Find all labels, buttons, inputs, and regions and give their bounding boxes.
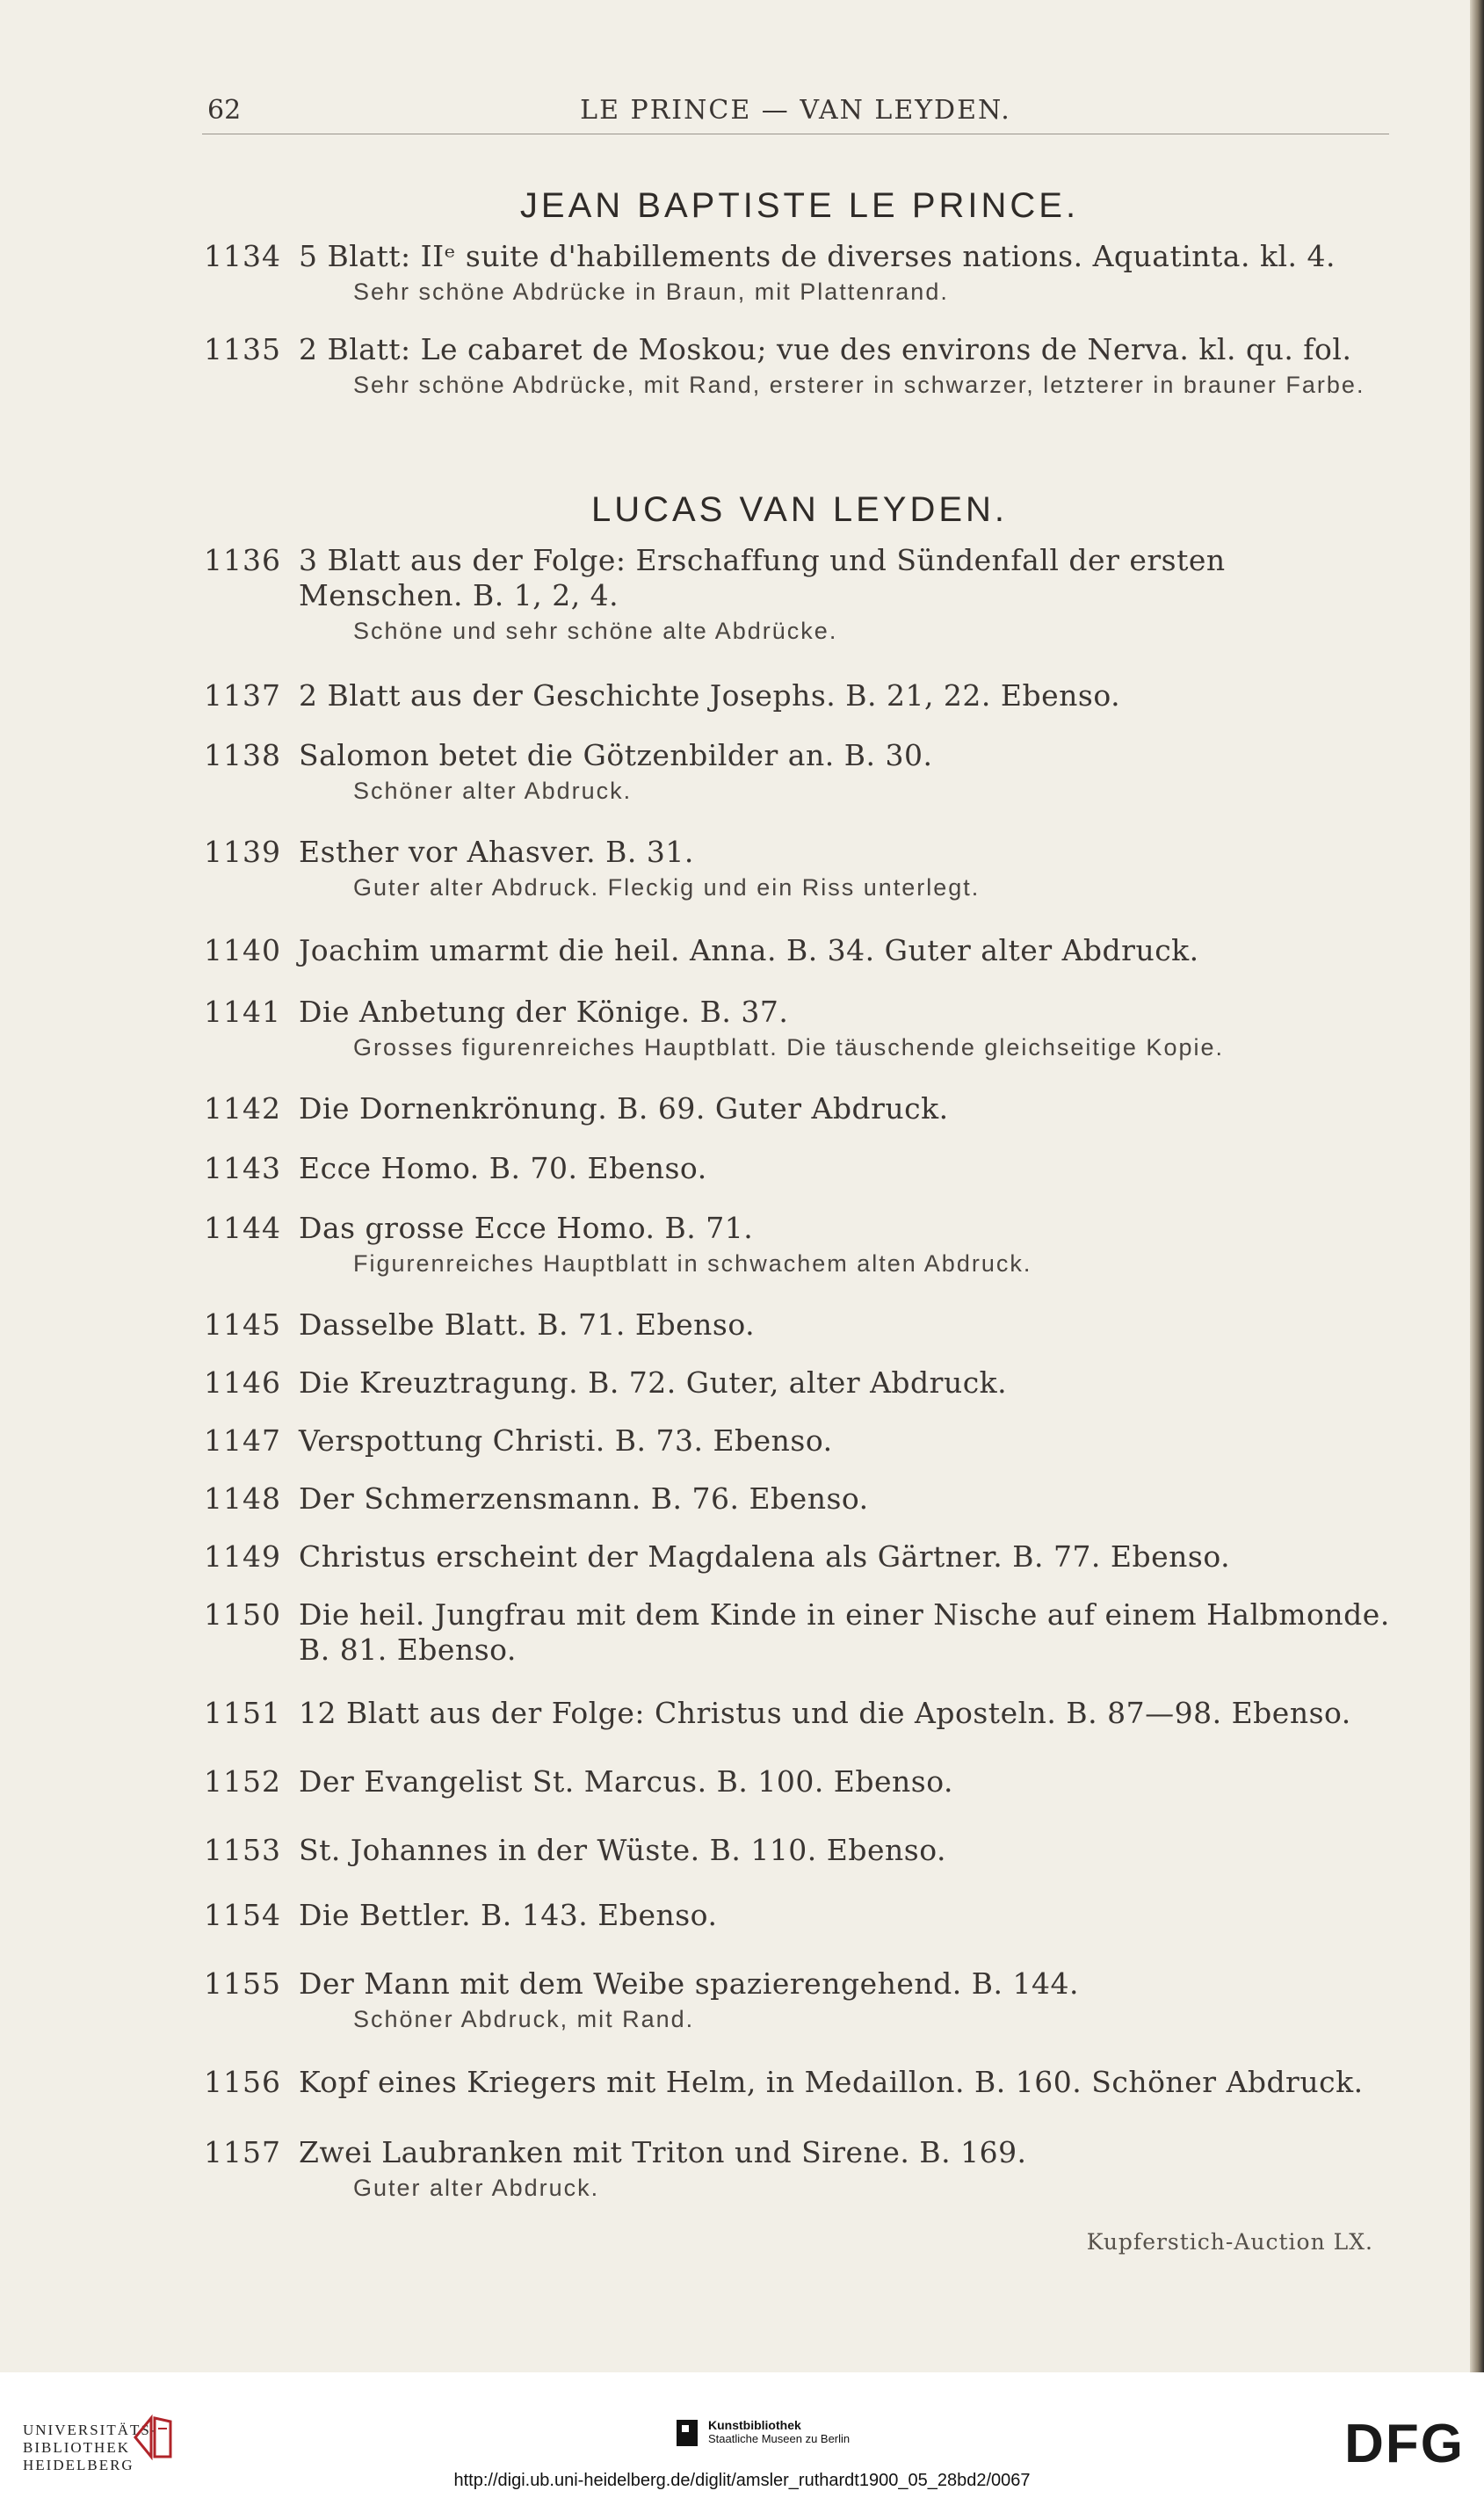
dfg-logo: DFG <box>1344 2414 1465 2474</box>
catalog-entry <box>204 1597 1390 1668</box>
catalog-entry <box>204 1966 1390 2035</box>
lot-title: St. Johannes in der Wüste. B. 110. Ebenso. <box>299 1833 946 1867</box>
lot-number: 1146 <box>204 1365 281 1400</box>
permalink-url[interactable]: http://digi.ub.uni-heidelberg.de/diglit/amsler_ruthardt1900_05_28bd2/0067 <box>453 2471 1031 2490</box>
catalog-entry <box>204 1423 1390 1459</box>
lot-title: Der Evangelist St. Marcus. B. 100. Ebenso. <box>299 1764 954 1799</box>
catalog-entry <box>204 239 1390 308</box>
lot-title: Die heil. Jungfrau mit dem Kinde in einer Nische auf einem Halbmonde. B. 81. Ebenso. <box>299 1597 1390 1667</box>
lot-number: 1137 <box>204 678 281 713</box>
kunstbibliothek-title: Kunstbibliothek <box>708 2418 801 2432</box>
lot-title: Der Schmerzensmann. B. 76. Ebenso. <box>299 1481 869 1516</box>
catalog-entry <box>204 1151 1390 1186</box>
lot-number: 1150 <box>204 1597 281 1632</box>
catalog-entry <box>204 1833 1390 1868</box>
library-line: UNIVERSITÄTS- <box>23 2422 158 2438</box>
page-spine-shadow <box>1470 0 1484 2372</box>
catalog-entry <box>204 2135 1390 2204</box>
catalog-entry <box>204 738 1390 807</box>
lot-number: 1152 <box>204 1764 281 1799</box>
heidelberg-library-logo-icon <box>132 2413 174 2462</box>
lot-title: Der Mann mit dem Weibe spazierengehend. B. 144. <box>299 1966 1079 2001</box>
lot-title: 2 Blatt aus der Geschichte Josephs. B. 21, 22. Ebenso. <box>299 678 1121 713</box>
catalog-entry <box>204 2065 1390 2100</box>
lot-number: 1148 <box>204 1481 281 1516</box>
lot-number: 1145 <box>204 1307 281 1342</box>
kunstbibliothek-subtitle: Staatliche Museen zu Berlin <box>708 2432 851 2445</box>
catalog-signature: Kupferstich-Auction LX. <box>1086 2229 1373 2255</box>
lot-number: 1139 <box>204 835 281 869</box>
lot-note: Schöne und sehr schöne alte Abdrücke. <box>353 618 838 644</box>
catalog-entry <box>204 678 1390 713</box>
page-number: 62 <box>207 95 242 126</box>
lot-number: 1156 <box>204 2065 281 2099</box>
catalog-entry <box>204 933 1390 968</box>
lot-note: Guter alter Abdruck. <box>353 2175 600 2201</box>
lot-title: Christus erscheint der Magdalena als Gärtner. B. 77. Ebenso. <box>299 1539 1231 1574</box>
lot-number: 1138 <box>204 738 281 772</box>
catalog-entry <box>204 1539 1390 1575</box>
catalog-entry <box>204 1764 1390 1799</box>
catalog-entry <box>204 1481 1390 1517</box>
running-title: LE PRINCE — VAN LEYDEN. <box>580 95 1011 126</box>
lot-title: Die Anbetung der Könige. B. 37. <box>299 995 789 1029</box>
lot-note: Schöner Abdruck, mit Rand. <box>353 2006 695 2032</box>
lot-title: 2 Blatt: Le cabaret de Moskou; vue des environs de Nerva. kl. qu. fol. <box>299 332 1352 366</box>
lot-title: 5 Blatt: IIᵉ suite d'habillements de diverses nations. Aquatinta. kl. 4. <box>299 239 1336 273</box>
lot-number: 1151 <box>204 1696 281 1730</box>
catalog-entry <box>204 1091 1390 1126</box>
lot-title: Joachim umarmt die heil. Anna. B. 34. Guter alter Abdruck. <box>299 933 1199 967</box>
lot-note: Figurenreiches Hauptblatt in schwachem alten Abdruck. <box>353 1250 1032 1277</box>
catalog-entry <box>204 1898 1390 1933</box>
lot-number: 1142 <box>204 1091 281 1126</box>
lot-title: 3 Blatt aus der Folge: Erschaffung und Sündenfall der ersten Menschen. B. 1, 2, 4. <box>299 543 1226 612</box>
lot-number: 1153 <box>204 1833 281 1867</box>
section-title-van-leyden: LUCAS VAN LEYDEN. <box>590 490 1009 529</box>
lot-note: Sehr schöne Abdrücke in Braun, mit Plattenrand. <box>353 279 949 305</box>
lot-number: 1147 <box>204 1423 281 1458</box>
lot-title: Ecce Homo. B. 70. Ebenso. <box>299 1151 707 1185</box>
kunstbibliothek-credit <box>708 2418 850 2445</box>
lot-title: Die Dornenkrönung. B. 69. Guter Abdruck. <box>299 1091 949 1126</box>
catalog-entry <box>204 1211 1390 1279</box>
lot-number: 1141 <box>204 995 281 1029</box>
catalog-entry <box>204 835 1390 903</box>
library-line: HEIDELBERG <box>23 2457 134 2473</box>
lot-title: Kopf eines Kriegers mit Helm, in Medaillon. B. 160. Schöner Abdruck. <box>299 2065 1364 2099</box>
section-title-le-prince: JEAN BAPTISTE LE PRINCE. <box>519 186 1080 225</box>
lot-number: 1154 <box>204 1898 281 1932</box>
digitization-footer <box>0 2372 1484 2498</box>
lot-title: Esther vor Ahasver. B. 31. <box>299 835 694 869</box>
lot-title: Die Kreuztragung. B. 72. Guter, alter Abdruck. <box>299 1365 1008 1400</box>
library-line: BIBLIOTHEK <box>23 2439 130 2456</box>
lot-title: Die Bettler. B. 143. Ebenso. <box>299 1898 718 1932</box>
lot-title: Verspottung Christi. B. 73. Ebenso. <box>299 1423 833 1458</box>
lot-number: 1135 <box>204 332 281 366</box>
lot-note: Sehr schöne Abdrücke, mit Rand, ersterer in schwarzer, letzterer in brauner Farbe. <box>353 372 1365 398</box>
lot-note: Grosses figurenreiches Hauptblatt. Die täuschende gleichseitige Kopie. <box>353 1034 1224 1061</box>
lot-title: Zwei Laubranken mit Triton und Sirene. B. 169. <box>299 2135 1027 2169</box>
kunstbibliothek-logo-icon <box>677 2420 698 2446</box>
catalog-entry <box>204 1696 1390 1731</box>
lot-number: 1144 <box>204 1211 281 1245</box>
running-header <box>202 95 1389 134</box>
lot-number: 1136 <box>204 543 281 577</box>
lot-note: Schöner alter Abdruck. <box>353 778 633 804</box>
lot-title: Das grosse Ecce Homo. B. 71. <box>299 1211 754 1245</box>
lot-number: 1134 <box>204 239 281 273</box>
lot-number: 1143 <box>204 1151 281 1185</box>
catalog-entry <box>204 1365 1390 1401</box>
lot-number: 1155 <box>204 1966 281 2001</box>
lot-number: 1149 <box>204 1539 281 1574</box>
catalog-entry <box>204 543 1390 647</box>
catalog-entry <box>204 995 1390 1063</box>
lot-title: Salomon betet die Götzenbilder an. B. 30. <box>299 738 933 772</box>
lot-number: 1140 <box>204 933 281 967</box>
lot-title: Dasselbe Blatt. B. 71. Ebenso. <box>299 1307 756 1342</box>
catalog-entry <box>204 1307 1390 1343</box>
lot-note: Guter alter Abdruck. Fleckig und ein Riss unterlegt. <box>353 874 981 901</box>
lot-title: 12 Blatt aus der Folge: Christus und die Aposteln. B. 87—98. Ebenso. <box>299 1696 1351 1730</box>
catalog-entry <box>204 332 1390 401</box>
lot-number: 1157 <box>204 2135 281 2169</box>
